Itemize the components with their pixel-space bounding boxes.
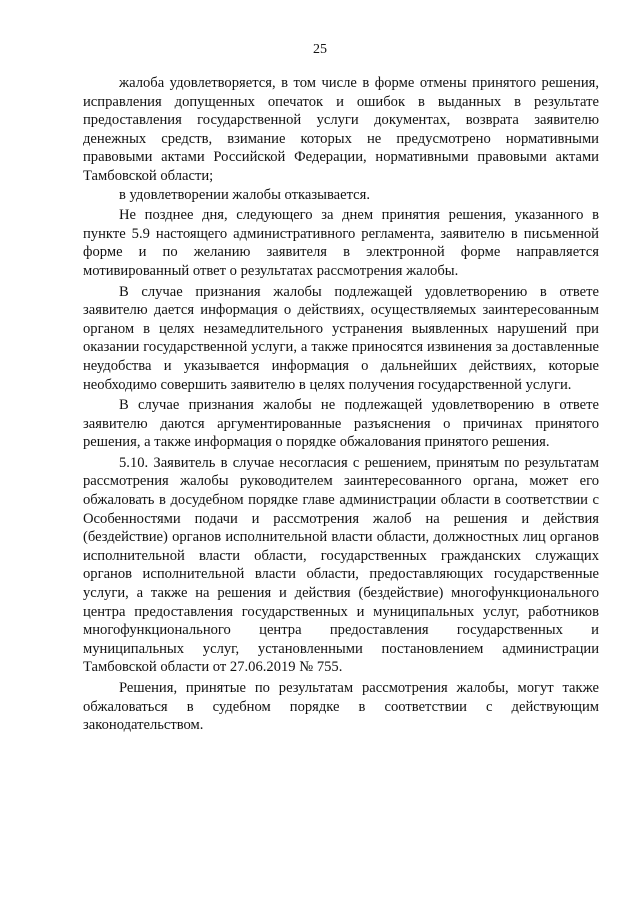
paragraph-judicial-appeal: Решения, принятые по результатам рассмотрения жалобы, могут также обжаловаться в судебном порядке в соответствии с действующим законодательством. <box>83 680 599 734</box>
document-body <box>83 74 599 735</box>
paragraph-satisfied-response: В случае признания жалобы подлежащей удовлетворению в ответе заявителю дается информация о действиях, осуществляемых заинтересованным органом в целях незамедлительного устранения выявленных нарушений при оказании государственной услуги, а также приносятся извинения за доставленные неудобства и указывается информация о дальнейших действиях, которые необходимо совершить заявителю в целях получения государственной услуги. <box>83 283 599 393</box>
paragraph-complaint-satisfied: жалоба удовлетворяется, в том числе в форме отмены принятого решения, исправления допущенных опечаток и ошибок в выданных в результате предоставления государственной услуги документах, возврата заявителю денежных средств, взимание которых не предусмотрено нормативными правовыми актами Российской Федерации, нормативными правовыми актами Тамбовской области; <box>83 75 599 184</box>
paragraph-complaint-refused: в удовлетворении жалобы отказывается. <box>119 186 371 203</box>
paragraph-response-deadline: Не позднее дня, следующего за днем принятия решения, указанного в пункте 5.9 настоящего административного регламента, заявителю в письменной форме и по желанию заявителя в электронной форме направляется мотивированный ответ о результатах рассмотрения жалобы. <box>83 207 599 279</box>
page-number: 25 <box>313 42 327 57</box>
paragraph-section-5-10: 5.10. Заявитель в случае несогласия с решением, принятым по результатам рассмотрения жалобы руководителем заинтересованного органа, может его обжаловать в досудебном порядке главе администрации области в соответствии с Особенностями подачи и рассмотрения жалоб на решения и действия (бездействие) органов исполнительной власти области, должностных лиц органов исполнительной власти области, государственных гражданских служащих органов исполнительной власти области, предоставляющих государственные услуги, а также на решения и действия (бездействие) многофункционального центра предоставления государственных и муниципальных услуг, работников многофункционального центра предоставления государственных и муниципальных услуг, установленными постановлением администрации Тамбовской области от 27.06.2019 № 755. <box>83 454 599 676</box>
paragraph-refused-response: В случае признания жалобы не подлежащей удовлетворению в ответе заявителю даются аргументированные разъяснения о причинах принятого решения, а также информация о порядке обжалования принятого решения. <box>83 397 599 451</box>
